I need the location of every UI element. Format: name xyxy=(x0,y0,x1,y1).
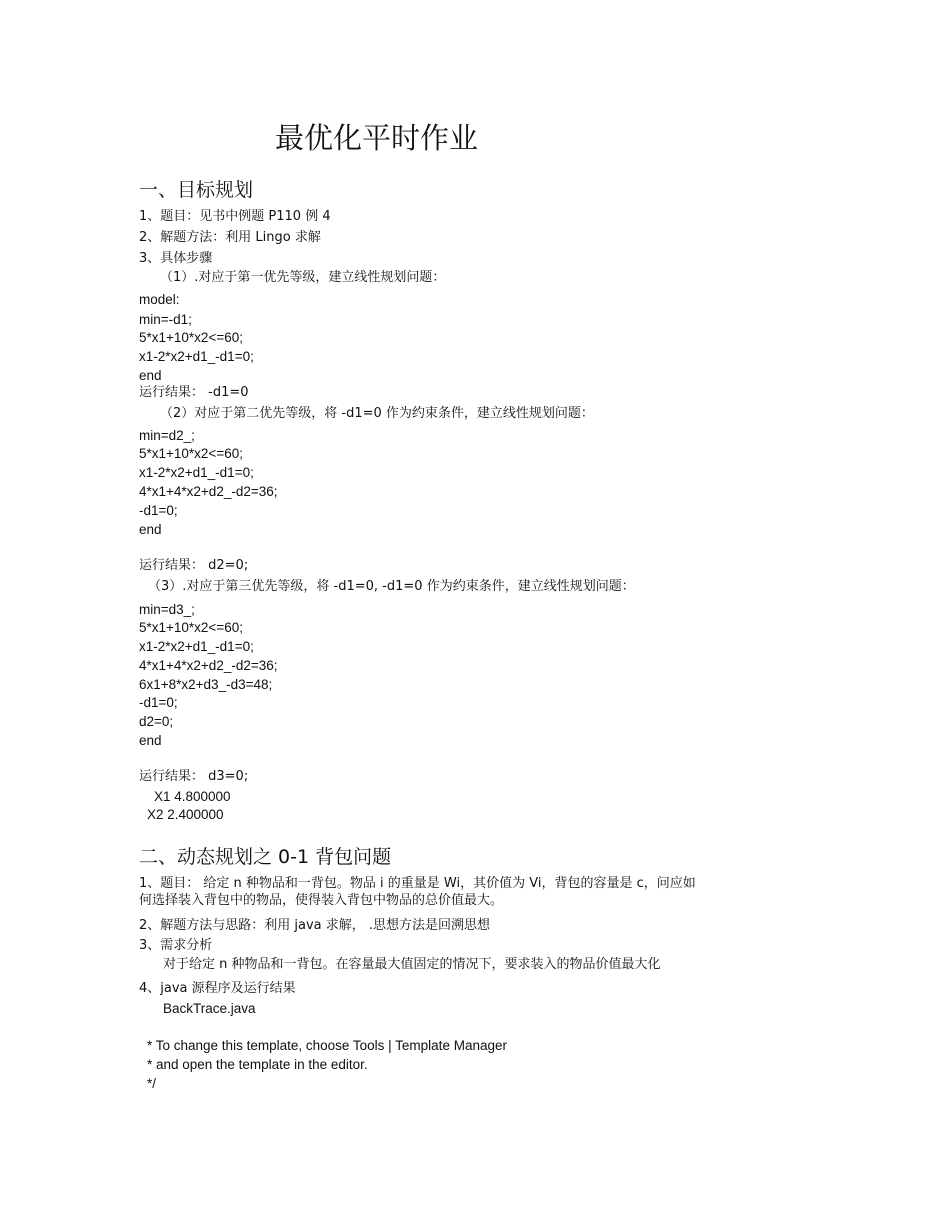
code-line: end xyxy=(139,368,162,383)
code-line: 4*x1+4*x2+d2_-d2=36; xyxy=(139,484,278,499)
s1-item-1: 1、题目：见书中例题 P110 例 4 xyxy=(139,209,331,224)
code-line: model: xyxy=(139,292,180,307)
code-line: -d1=0; xyxy=(139,503,178,518)
code-line: end xyxy=(139,733,162,748)
code-line: min=-d1; xyxy=(139,312,192,327)
s2-item-3-detail: 对于给定 n 种物品和一背包。在容量最大值固定的情况下，要求装入的物品价值最大化 xyxy=(163,957,661,972)
s2-item-2: 2、解题方法与思路：利用 java 求解， .思想方法是回溯思想 xyxy=(139,918,491,933)
code-line: min=d3_; xyxy=(139,602,195,617)
s2-item-1-line-1: 1、题目： 给定 n 种物品和一背包。物品 i 的重量是 Wi，其价值为 Vi，背包的容量是 c，问应如 xyxy=(139,876,696,891)
s2-item-4: 4、java 源程序及运行结果 xyxy=(139,981,296,996)
s1-step-1: （1）.对应于第一优先等级，建立线性规划问题： xyxy=(160,270,446,285)
code-comment-line: */ xyxy=(147,1076,157,1091)
code-comment-line: * To change this template, choose Tools | Template Manager xyxy=(147,1038,507,1053)
s1-step-3: （3）.对应于第三优先等级，将 -d1=0, -d1=0 作为约束条件，建立线性规划问题： xyxy=(148,579,635,594)
code-line: x1-2*x2+d1_-d1=0; xyxy=(139,349,254,364)
code-line: end xyxy=(139,522,162,537)
result-1: 运行结果： -d1=0 xyxy=(139,385,249,400)
file-name: BackTrace.java xyxy=(163,1001,256,1016)
code-line: 6x1+8*x2+d3_-d3=48; xyxy=(139,677,273,692)
code-line: -d1=0; xyxy=(139,695,178,710)
section-2-heading: 二、动态规划之 0-1 背包问题 xyxy=(139,846,392,868)
s2-item-1-line-2: 何选择装入背包中的物品，使得装入背包中物品的总价值最大。 xyxy=(139,893,504,908)
result-x2: X2 2.400000 xyxy=(147,807,224,822)
code-line: 5*x1+10*x2<=60; xyxy=(139,446,243,461)
s1-item-3: 3、具体步骤 xyxy=(139,251,213,266)
section-1-heading: 一、目标规划 xyxy=(139,179,254,201)
result-x1: X1 4.800000 xyxy=(154,789,231,804)
code-line: 5*x1+10*x2<=60; xyxy=(139,620,243,635)
code-comment-line: * and open the template in the editor. xyxy=(147,1057,368,1072)
code-line: 4*x1+4*x2+d2_-d2=36; xyxy=(139,658,278,673)
page-title: 最优化平时作业 xyxy=(275,121,479,155)
s1-step-2: （2）对应于第二优先等级，将 -d1=0 作为约束条件，建立线性规划问题： xyxy=(160,406,594,421)
result-2: 运行结果： d2=0; xyxy=(139,558,249,573)
result-3: 运行结果： d3=0; xyxy=(139,769,249,784)
s1-item-2: 2、解题方法：利用 Lingo 求解 xyxy=(139,230,321,245)
s2-item-3: 3、需求分析 xyxy=(139,938,213,953)
code-line: min=d2_; xyxy=(139,428,195,443)
code-line: x1-2*x2+d1_-d1=0; xyxy=(139,465,254,480)
code-line: 5*x1+10*x2<=60; xyxy=(139,330,243,345)
code-line: x1-2*x2+d1_-d1=0; xyxy=(139,639,254,654)
code-line: d2=0; xyxy=(139,714,174,729)
